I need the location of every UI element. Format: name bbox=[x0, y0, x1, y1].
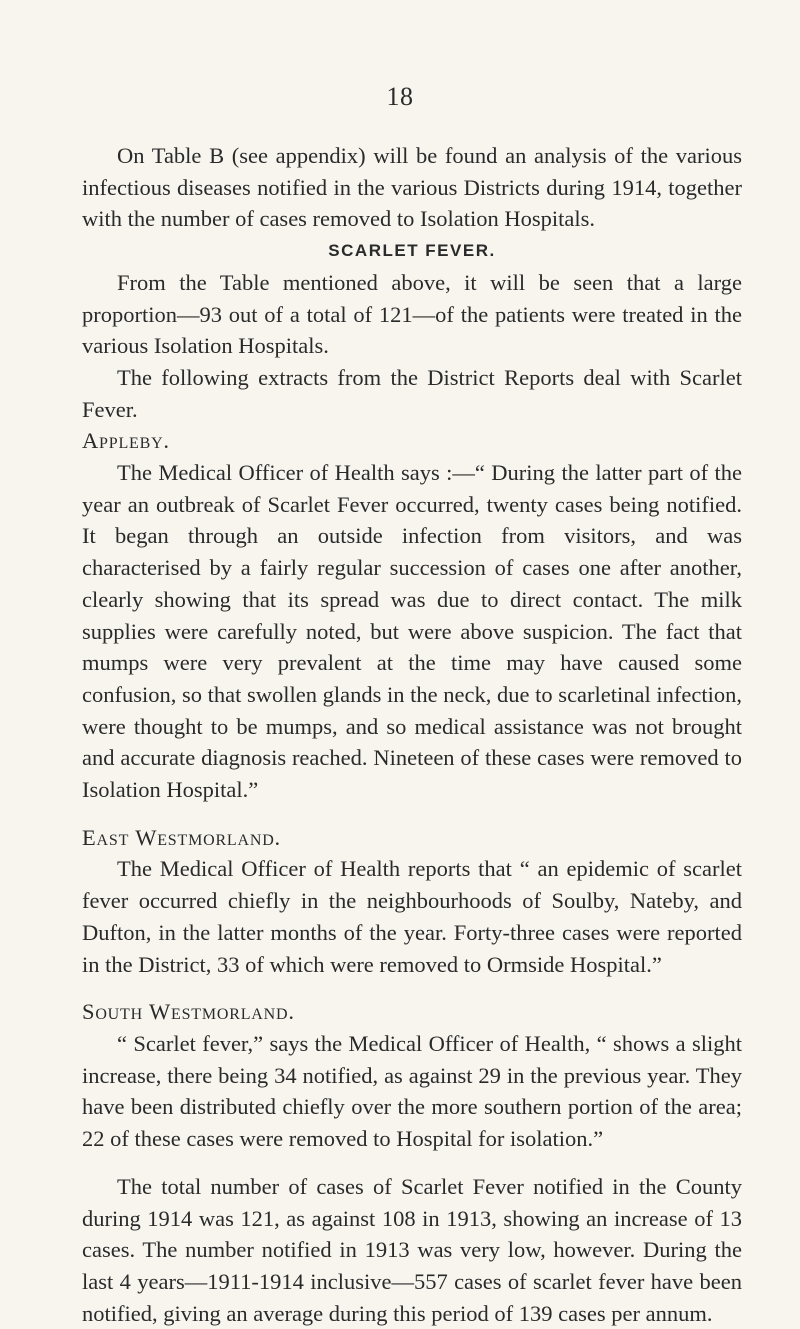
intro-paragraph: On Table B (see appendix) will be found an analysis of the various infectious diseases notified in the various Districts during 1914, together with the number of cases removed to Isolation Hospitals. bbox=[82, 143, 742, 232]
total-paragraph: The total number of cases of Scarlet Fever notified in the County during 1914 was 121, as against 108 in 1913, showing an increase of 13 cases. The number notified in 1913 was very low, however. During the last 4 years—1911-1914 inclusive—557 cases of scarlet fever have been notified, giving an average during this period of 139 cases per annum. bbox=[82, 1173, 742, 1326]
east-westmorland-paragraph: The Medical Officer of Health reports that “ an epidemic of scarlet fever occurred chiefly in the neighbourhoods of Soulby, Nateby, and Dufton, in the latter months of the year. Forty-three cases were reported in the District, 33 of which were removed to Ormside Hospital.” bbox=[82, 856, 742, 977]
extracts-paragraph: The following extracts from the District Reports deal with Scarlet Fever. bbox=[82, 364, 742, 422]
appleby-paragraph: The Medical Officer of Health says :—“ During the latter part of the year an outbreak of Scarlet Fever occurred, twenty cases being notified. It began through an outside infection from visitors, and was characterised by a fairly regular succession of cases one after another, clearly showing that its spread was due to direct contact. The milk supplies were carefully noted, but were above suspicion. The fact that mumps were very prevalent at the time may have caused some confusion, so that swollen glands in the neck, due to scarletinal infection, were thought to be mumps, and so medical assistance was not brought and accurate diagnosis reached. Nineteen of these cases were removed to Isolation Hospital.” bbox=[82, 460, 742, 803]
east-westmorland-heading: East Westmorland. bbox=[82, 824, 281, 850]
proportion-paragraph: From the Table mentioned above, it will be seen that a large proportion—93 out of a total of 121—of the patients were treated in the various Isolation Hospitals. bbox=[82, 269, 742, 359]
section-heading: SCARLET FEVER. bbox=[328, 241, 496, 261]
spacer bbox=[82, 980, 742, 996]
appleby-heading: Appleby. bbox=[82, 428, 170, 454]
document-body bbox=[82, 140, 742, 1329]
page-number: 18 bbox=[386, 82, 414, 111]
south-westmorland-heading: South Westmorland. bbox=[82, 999, 295, 1025]
spacer bbox=[82, 806, 742, 822]
spacer bbox=[82, 1155, 742, 1171]
south-westmorland-paragraph: “ Scarlet fever,” says the Medical Officer of Health, “ shows a slight increase, there being 34 notified, as against 29 in the previous year. They have been distributed chiefly over the more southern portion of the area; 22 of these cases were removed to Hospital for isolation.” bbox=[82, 1030, 742, 1152]
